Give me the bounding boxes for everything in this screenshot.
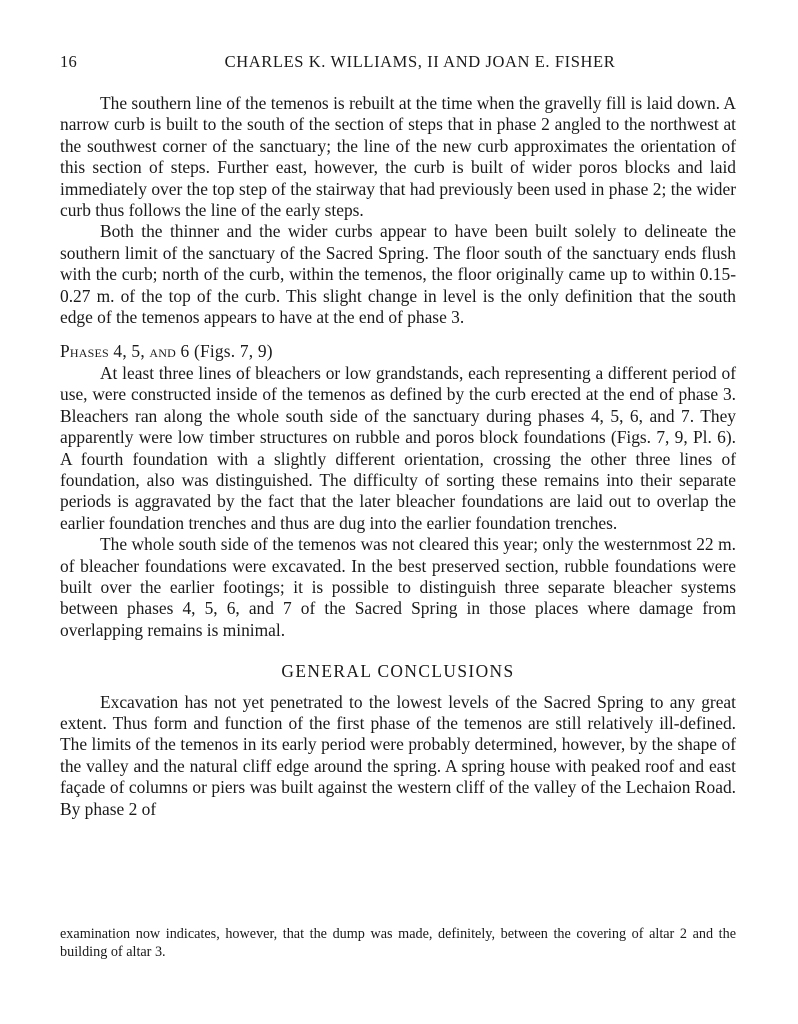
page-number: 16 bbox=[60, 52, 77, 71]
paragraph-bleachers: At least three lines of bleachers or low grandstands, each representing a different period of use, were constructed inside of the temenos as defined by the curb erected at the end of phase 3. Bleachers ran along the whole south side of the sanctuary during phases 4, 5, 6, and 7. They apparently were low timber structures on rubble and poros block foundations (Figs. 7, 9, Pl. 6). A fourth foundation with a slightly different orientation, crossing the other three lines of foundation, also was distinguished. The difficulty of sorting these remains into their separate periods is aggravated by the fact that the later bleacher foundations are laid out to overlap the earlier foundation trenches and thus are dug into the earlier foundation trenches. bbox=[60, 362, 736, 533]
page-body bbox=[60, 52, 736, 820]
paragraph-curbs: Both the thinner and the wider curbs appear to have been built solely to delineate the southern limit of the sanctuary of the Sacred Spring. The floor south of the sanctuary ends flush with the curb; north of the curb, within the temenos, the floor originally came up to within 0.15-0.27 m. of the top of the curb. This slight change in level is the only definition that the south edge of the temenos appears to have at the end of phase 3. bbox=[60, 221, 736, 328]
paragraph-temenos-south-line: The southern line of the temenos is rebuilt at the time when the gravelly fill is laid down. A narrow curb is built to the south of the section of steps that in phase 2 angled to the northwest at the southwest corner of the sanctuary; the line of the new curb approximates the orientation of this section of steps. Further east, however, the curb is built of wider poros blocks and laid immediately over the top step of the stairway that had previously been used in phase 2; the wider curb thus follows the line of the early steps. bbox=[60, 93, 736, 221]
section-heading-phases-title: Phases 4, 5, and 6 bbox=[60, 341, 190, 362]
section-heading-phases-figs: (Figs. 7, 9) bbox=[194, 341, 273, 362]
paragraph-south-side: The whole south side of the temenos was not cleared this year; only the westernmost 22 m. of bleacher foundations were excavated. In the best preserved section, rubble foundations were built over the earlier footings; it is possible to distinguish three separate bleacher systems between phases 4, 5, 6, and 7 of the Sacred Spring in those places where damage from overlapping remains is minimal. bbox=[60, 534, 736, 640]
paragraph-excavation: Excavation has not yet penetrated to the lowest levels of the Sacred Spring to any great extent. Thus form and function of the first phase of the temenos are still relatively ill-defined. The limits of the temenos in its early period were probably determined, however, by the shape of the valley and the natural cliff edge around the spring. A spring house with peaked roof and east façade of columns or piers was built against the western cliff of the valley of the Lechaion Road. By phase 2 of bbox=[60, 691, 736, 819]
section-heading-general-conclusions: GENERAL CONCLUSIONS bbox=[281, 661, 515, 682]
running-head-title: CHARLES K. WILLIAMS, II AND JOAN E. FISHER bbox=[224, 52, 616, 71]
footnote: examination now indicates, however, that the dump was made, definitely, between the covering of altar 2 and the building of altar 3. bbox=[60, 926, 736, 961]
running-head bbox=[60, 52, 736, 80]
section-heading-phases bbox=[60, 341, 736, 362]
